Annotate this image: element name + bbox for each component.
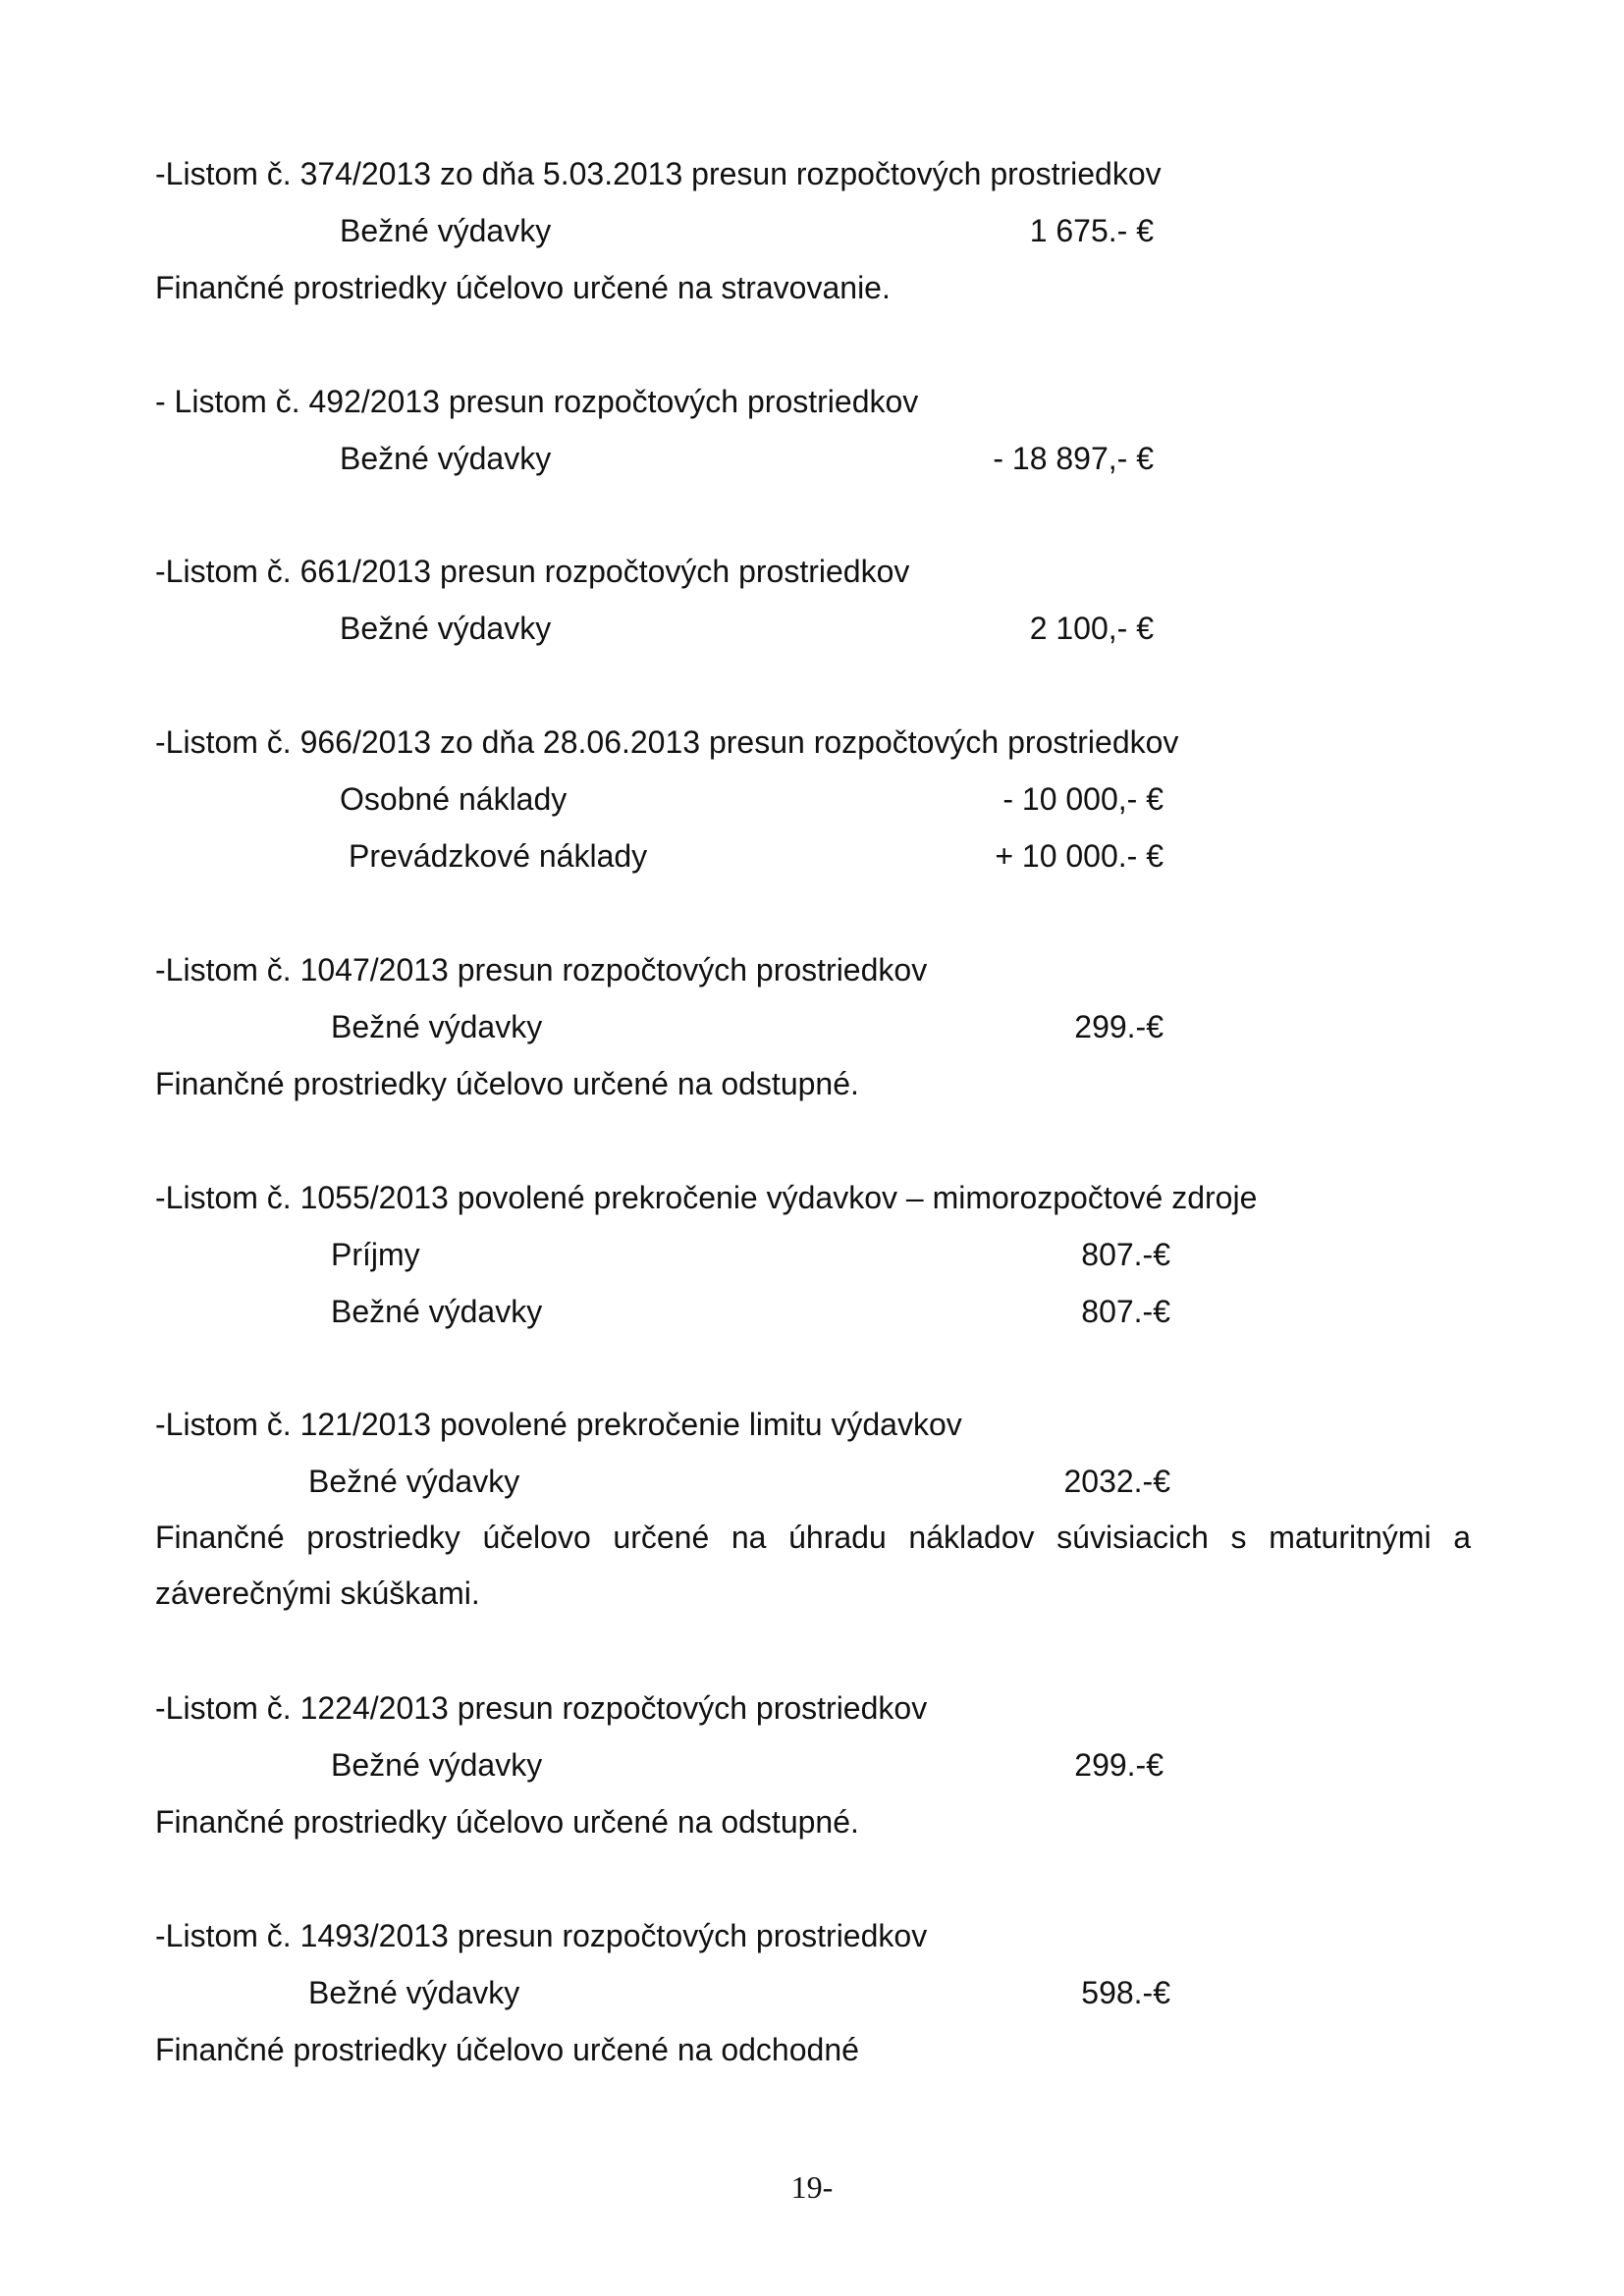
page-number: 19- (790, 2169, 834, 2205)
entry-row-amount: 807.-€ (1081, 1294, 1170, 1329)
entry-heading: -Listom č. 1224/2013 presun rozpočtových prostriedkov (155, 1690, 928, 1726)
entry-heading: -Listom č. 966/2013 zo dňa 28.06.2013 presun rozpočtových prostriedkov (155, 724, 1179, 760)
entry-row-label: Prevádzkové náklady (349, 838, 648, 874)
entry-heading: -Listom č. 1047/2013 presun rozpočtových prostriedkov (155, 952, 928, 988)
entry-row-amount: 2032.-€ (1063, 1464, 1170, 1499)
entry-row-label: Bežné výdavky (331, 1747, 543, 1783)
entry-row-amount: - 10 000,- € (1002, 781, 1164, 817)
entry-heading: -Listom č. 1493/2013 presun rozpočtových prostriedkov (155, 1918, 928, 1953)
entry-row-amount: 2 100,- € (1029, 611, 1154, 646)
entry-row-amount: 598.-€ (1081, 1975, 1170, 2010)
entry-note: Finančné prostriedky účelovo určené na odchodné (155, 2032, 859, 2067)
entry-heading: -Listom č. 1055/2013 povolené prekročenie výdavkov – mimorozpočtové zdroje (155, 1180, 1258, 1215)
entry-note: Finančné prostriedky účelovo určené na úhradu nákladov súvisiacich s maturitnými a záverečnými skúškami. (155, 1520, 1471, 1611)
entry-row-label: Príjmy (331, 1237, 420, 1272)
entry-row-label: Bežné výdavky (340, 441, 552, 476)
entry-row-amount: + 10 000.- € (995, 838, 1164, 874)
entry-row-label: Bežné výdavky (340, 611, 552, 646)
entry-row-amount: 1 675.- € (1029, 213, 1154, 248)
entry-heading: -Listom č. 374/2013 zo dňa 5.03.2013 presun rozpočtových prostriedkov (155, 156, 1162, 191)
entry-row-label: Bežné výdavky (340, 213, 552, 248)
entry-heading: - Listom č. 492/2013 presun rozpočtových prostriedkov (155, 384, 919, 419)
entry-heading: -Listom č. 121/2013 povolené prekročenie limitu výdavkov (155, 1407, 962, 1442)
entry-row-amount: 299.-€ (1074, 1747, 1164, 1783)
entry-row-amount: 299.-€ (1074, 1009, 1164, 1044)
entry-row-amount: 807.-€ (1081, 1237, 1170, 1272)
entry-note: Finančné prostriedky účelovo určené na stravovanie. (155, 270, 891, 305)
entry-row-label: Bežné výdavky (331, 1009, 543, 1044)
entry-row-label: Bežné výdavky (331, 1294, 543, 1329)
entry-heading: -Listom č. 661/2013 presun rozpočtových prostriedkov (155, 554, 910, 589)
entry-row-amount: - 18 897,- € (993, 441, 1154, 476)
entry-note: Finančné prostriedky účelovo určené na odstupné. (155, 1804, 859, 1840)
entry-row-label: Bežné výdavky (308, 1975, 520, 2010)
entry-row-label: Bežné výdavky (308, 1464, 520, 1499)
entry-note: Finančné prostriedky účelovo určené na odstupné. (155, 1066, 859, 1101)
entry-row-label: Osobné náklady (340, 781, 568, 817)
